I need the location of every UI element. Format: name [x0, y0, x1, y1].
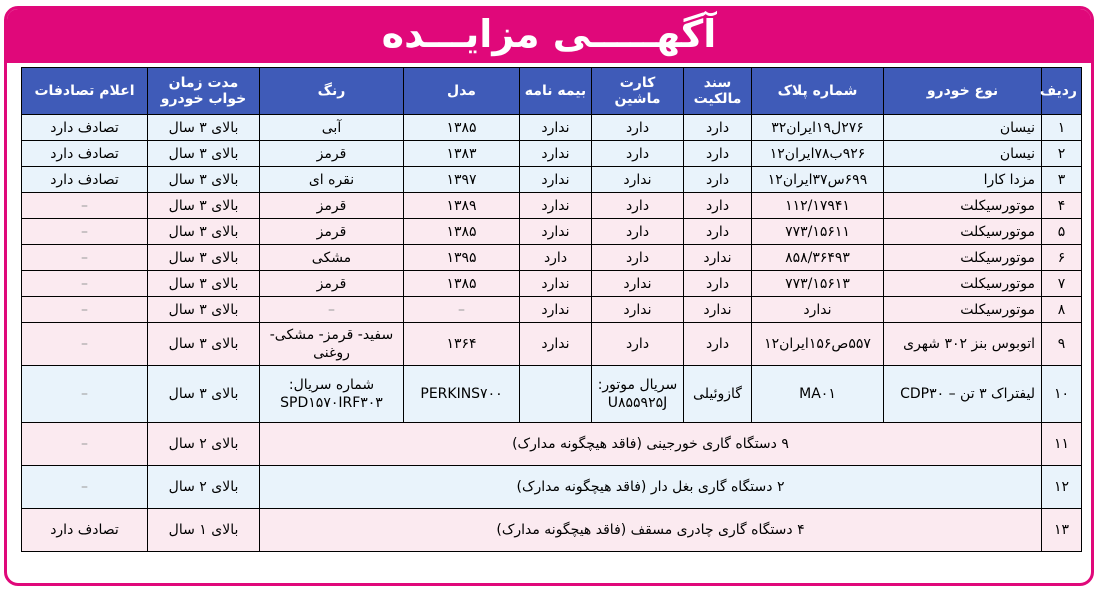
vehicle-type: موتورسیکلت [884, 193, 1042, 219]
table-row [22, 271, 1082, 297]
table-row [22, 297, 1082, 323]
idle-duration: بالای ۱ سال [148, 509, 260, 552]
row-number: ۶ [1042, 245, 1082, 271]
accident-status: – [22, 466, 148, 509]
ownership-deed: دارد [684, 167, 752, 193]
model-year: ۱۳۸۵ [404, 271, 520, 297]
accident-status: – [22, 193, 148, 219]
insurance: ندارد [520, 297, 592, 323]
vehicle-type: لیفتراک ۳ تن – CDP۳۰ [884, 366, 1042, 423]
table-row [22, 245, 1082, 271]
plate-number: ۷۷۳/۱۵۶۱۳ [752, 271, 884, 297]
table-row [22, 141, 1082, 167]
color: قرمز [260, 193, 404, 219]
row-number: ۲ [1042, 141, 1082, 167]
insurance [520, 366, 592, 423]
table-row [22, 323, 1082, 366]
idle-duration: بالای ۳ سال [148, 366, 260, 423]
row-number: ۷ [1042, 271, 1082, 297]
insurance: دارد [520, 245, 592, 271]
vehicle-card: دارد [592, 141, 684, 167]
plate-number: ۲۷۶ل۱۹ایران۳۲ [752, 115, 884, 141]
idle-duration: بالای ۳ سال [148, 115, 260, 141]
color: قرمز [260, 219, 404, 245]
insurance: ندارد [520, 141, 592, 167]
model-year: ۱۳۹۷ [404, 167, 520, 193]
table-row [22, 466, 1082, 509]
plate-number: MA۰۱ [752, 366, 884, 423]
column-header: نوع خودرو [884, 68, 1042, 115]
vehicle-type: نیسان [884, 115, 1042, 141]
row-number: ۸ [1042, 297, 1082, 323]
row-number: ۴ [1042, 193, 1082, 219]
column-header: سند مالکیت [684, 68, 752, 115]
row-number: ۳ [1042, 167, 1082, 193]
accident-status: تصادف دارد [22, 115, 148, 141]
ownership-deed: گازوئیلی [684, 366, 752, 423]
ownership-deed: دارد [684, 141, 752, 167]
column-header: کارت ماشین [592, 68, 684, 115]
row-number: ۱۰ [1042, 366, 1082, 423]
ownership-deed: دارد [684, 219, 752, 245]
idle-duration: بالای ۳ سال [148, 271, 260, 297]
model-year: ۱۳۸۵ [404, 115, 520, 141]
accident-status: تصادف دارد [22, 509, 148, 552]
insurance: ندارد [520, 167, 592, 193]
ownership-deed: دارد [684, 193, 752, 219]
auction-notice [4, 6, 1094, 586]
accident-status: – [22, 366, 148, 423]
table-row [22, 509, 1082, 552]
accident-status: – [22, 297, 148, 323]
vehicle-card: دارد [592, 193, 684, 219]
vehicle-type: اتوبوس بنز ۳۰۲ شهری [884, 323, 1042, 366]
row-number: ۹ [1042, 323, 1082, 366]
plate-number: ندارد [752, 297, 884, 323]
row-number: ۵ [1042, 219, 1082, 245]
accident-status: تصادف دارد [22, 141, 148, 167]
vehicle-card: دارد [592, 219, 684, 245]
column-header: اعلام تصادفات [22, 68, 148, 115]
vehicle-card: دارد [592, 323, 684, 366]
accident-status: تصادف دارد [22, 167, 148, 193]
insurance: ندارد [520, 271, 592, 297]
table-row [22, 423, 1082, 466]
accident-status: – [22, 423, 148, 466]
idle-duration: بالای ۲ سال [148, 423, 260, 466]
model-year: ۱۳۶۴ [404, 323, 520, 366]
idle-duration: بالای ۲ سال [148, 466, 260, 509]
model-year: – [404, 297, 520, 323]
ownership-deed: ندارد [684, 297, 752, 323]
ownership-deed: دارد [684, 271, 752, 297]
table-header-row [22, 68, 1082, 115]
model-year: ۱۳۹۵ [404, 245, 520, 271]
plate-number: ۵۵۷ص۱۵۶ایران۱۲ [752, 323, 884, 366]
table-row [22, 366, 1082, 423]
column-header: ردیف [1042, 68, 1082, 115]
idle-duration: بالای ۳ سال [148, 323, 260, 366]
ownership-deed: دارد [684, 323, 752, 366]
insurance: ندارد [520, 323, 592, 366]
model-year: ۱۳۸۳ [404, 141, 520, 167]
plate-number: ۷۷۳/۱۵۶۱۱ [752, 219, 884, 245]
insurance: ندارد [520, 193, 592, 219]
accident-status: – [22, 245, 148, 271]
model-year: ۱۳۸۹ [404, 193, 520, 219]
insurance: ندارد [520, 115, 592, 141]
auction-table [21, 67, 1082, 552]
color: قرمز [260, 141, 404, 167]
auction-table-wrapper [21, 67, 1081, 552]
plate-number: ۹۲۶ب۷۸ایران۱۲ [752, 141, 884, 167]
accident-status: – [22, 323, 148, 366]
color: آبی [260, 115, 404, 141]
merged-description: ۲ دستگاه گاری بغل دار (فاقد هیچگونه مدارک) [260, 466, 1042, 509]
column-header: شماره پلاک [752, 68, 884, 115]
idle-duration: بالای ۳ سال [148, 245, 260, 271]
plate-number: ۶۹۹س۳۷ایران۱۲ [752, 167, 884, 193]
row-number: ۱۱ [1042, 423, 1082, 466]
column-header: مدل [404, 68, 520, 115]
table-row [22, 115, 1082, 141]
column-header: بیمه نامه [520, 68, 592, 115]
idle-duration: بالای ۳ سال [148, 141, 260, 167]
insurance: ندارد [520, 219, 592, 245]
idle-duration: بالای ۳ سال [148, 219, 260, 245]
model-year: ۱۳۸۵ [404, 219, 520, 245]
idle-duration: بالای ۳ سال [148, 297, 260, 323]
column-header: مدت زمان خواب خودرو [148, 68, 260, 115]
vehicle-type: نیسان [884, 141, 1042, 167]
plate-number: ۸۵۸/۳۶۴۹۳ [752, 245, 884, 271]
color: سفید- قرمز- مشکی- روغنی [260, 323, 404, 366]
row-number: ۱ [1042, 115, 1082, 141]
table-row [22, 219, 1082, 245]
page-title: آگهـــــی مزایـــده [381, 12, 717, 56]
vehicle-card: ندارد [592, 167, 684, 193]
row-number: ۱۲ [1042, 466, 1082, 509]
table-row [22, 193, 1082, 219]
ownership-deed: دارد [684, 115, 752, 141]
vehicle-type: مزدا کارا [884, 167, 1042, 193]
accident-status: – [22, 219, 148, 245]
vehicle-type: موتورسیکلت [884, 271, 1042, 297]
accident-status: – [22, 271, 148, 297]
color: – [260, 297, 404, 323]
column-header: رنگ [260, 68, 404, 115]
vehicle-type: موتورسیکلت [884, 219, 1042, 245]
vehicle-type: موتورسیکلت [884, 297, 1042, 323]
plate-number: ۱۱۲/۱۷۹۴۱ [752, 193, 884, 219]
merged-description: ۹ دستگاه گاری خورجینی (فاقد هیچگونه مدارک) [260, 423, 1042, 466]
vehicle-card: ندارد [592, 271, 684, 297]
model-year: PERKINS۷۰۰ [404, 366, 520, 423]
color: مشکی [260, 245, 404, 271]
vehicle-card: دارد [592, 115, 684, 141]
vehicle-type: موتورسیکلت [884, 245, 1042, 271]
vehicle-card: ندارد [592, 297, 684, 323]
vehicle-card: سریال موتور: U۸۵۵۹۲۵J [592, 366, 684, 423]
ownership-deed: ندارد [684, 245, 752, 271]
idle-duration: بالای ۳ سال [148, 193, 260, 219]
color: شماره سریال: SPD۱۵۷۰IRF۳۰۳ [260, 366, 404, 423]
vehicle-card: دارد [592, 245, 684, 271]
table-row [22, 167, 1082, 193]
color: قرمز [260, 271, 404, 297]
row-number: ۱۳ [1042, 509, 1082, 552]
idle-duration: بالای ۳ سال [148, 167, 260, 193]
merged-description: ۴ دستگاه گاری چادری مسقف (فاقد هیچگونه مدارک) [260, 509, 1042, 552]
color: نقره ای [260, 167, 404, 193]
